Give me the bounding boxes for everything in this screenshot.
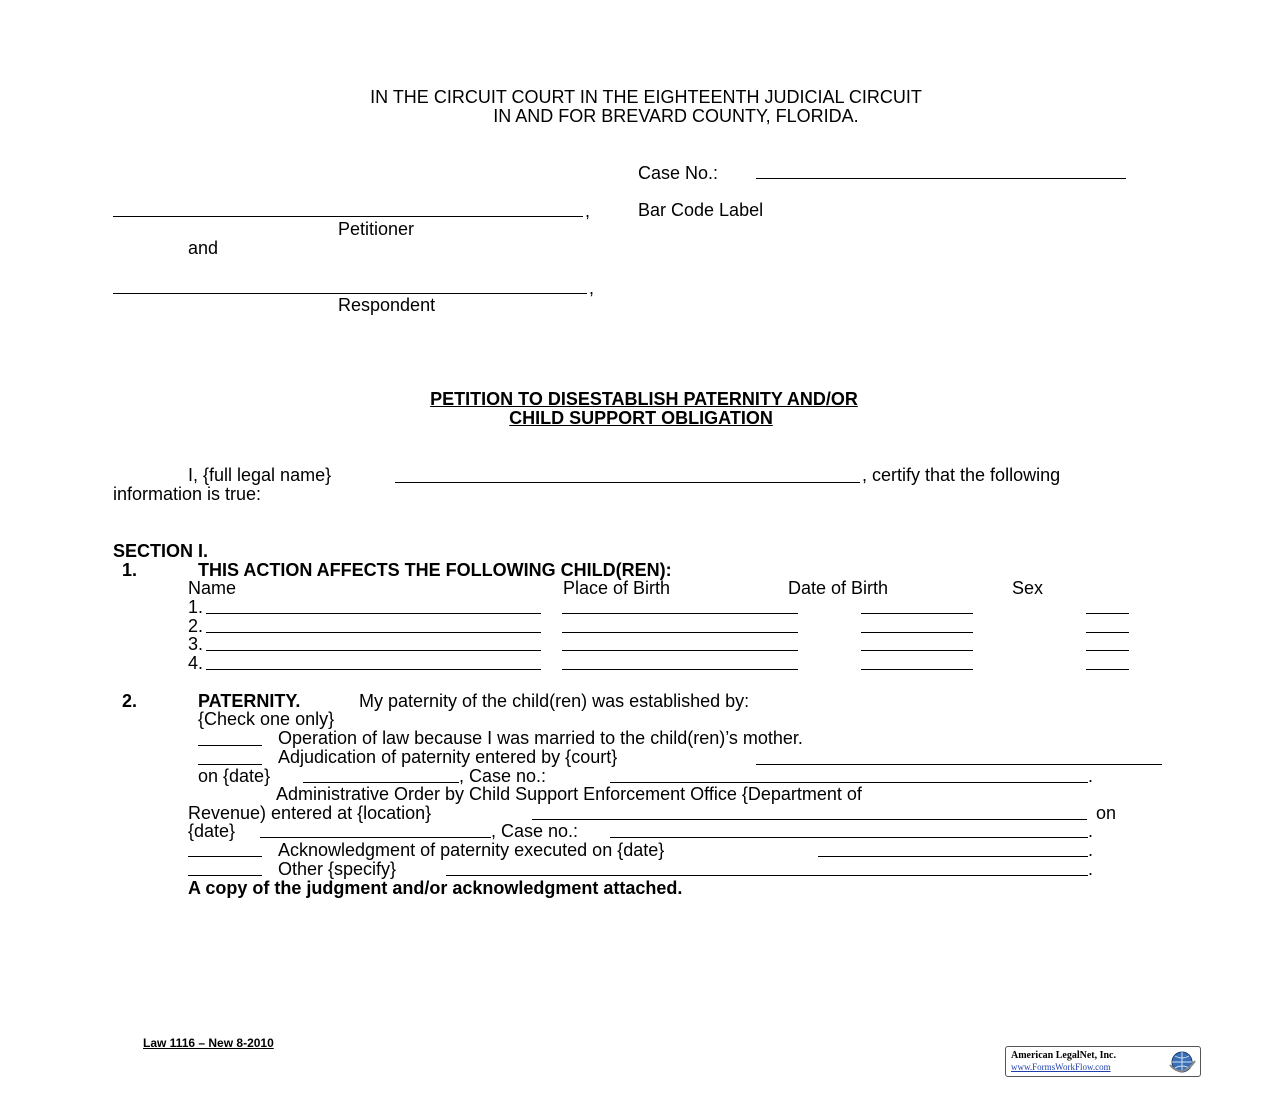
child-4-place-line[interactable] (562, 669, 798, 670)
child-2-sex-line[interactable] (1086, 632, 1129, 633)
child-row-2-number: 2. (188, 616, 204, 636)
title-line-1: PETITION TO DISESTABLISH PATERNITY AND/OR (430, 389, 858, 409)
court-line-1: IN THE CIRCUIT COURT IN THE EIGHTEENTH JUDICIAL CIRCUIT (370, 87, 922, 107)
court-line-2: IN AND FOR BREVARD COUNTY, FLORIDA. (493, 106, 859, 126)
item-1-number: 1. (122, 560, 138, 580)
admin-case-no-line[interactable] (610, 837, 1088, 838)
child-row-1-number: 1. (188, 597, 204, 617)
acknowledgment-period: . (1088, 840, 1094, 860)
adjudication-checkbox[interactable] (198, 764, 262, 765)
child-1-place-line[interactable] (562, 613, 798, 614)
adjudication-court-line[interactable] (756, 764, 1162, 765)
operation-of-law-checkbox[interactable] (198, 745, 262, 746)
child-3-sex-line[interactable] (1086, 650, 1129, 651)
admin-period: . (1088, 821, 1094, 841)
other-specify-line[interactable] (446, 875, 1088, 876)
globe-icon (1168, 1049, 1196, 1075)
acknowledgment-label: Acknowledgment of paternity executed on {date} (278, 840, 665, 860)
adjudication-period: . (1088, 766, 1094, 786)
col-sex-header: Sex (1012, 578, 1044, 598)
child-1-dob-line[interactable] (861, 613, 973, 614)
petitioner-comma: , (585, 201, 591, 221)
child-2-dob-line[interactable] (861, 632, 973, 633)
petitioner-label: Petitioner (338, 219, 415, 239)
bar-code-label: Bar Code Label (638, 200, 764, 220)
admin-order-label-1: Administrative Order by Child Support Enforcement Office {Department of (276, 784, 862, 804)
col-place-header: Place of Birth (563, 578, 671, 598)
full-legal-name-line[interactable] (395, 482, 860, 483)
logo-company-name: American LegalNet, Inc. (1011, 1050, 1116, 1061)
child-3-dob-line[interactable] (861, 650, 973, 651)
section-heading: SECTION I. (113, 541, 209, 561)
child-1-sex-line[interactable] (1086, 613, 1129, 614)
child-row-4-number: 4. (188, 653, 204, 673)
admin-on-label: on (1096, 803, 1117, 823)
case-no-line[interactable] (756, 178, 1126, 179)
intro-suffix: , certify that the following (862, 465, 1061, 485)
copy-attached-note: A copy of the judgment and/or acknowledgment attached. (188, 878, 683, 898)
other-label: Other {specify} (278, 859, 397, 879)
adjudication-case-no-line[interactable] (610, 782, 1088, 783)
child-3-name-line[interactable] (206, 650, 541, 651)
intro-prefix: I, {full legal name} (188, 465, 332, 485)
child-2-place-line[interactable] (562, 632, 798, 633)
child-row-3-number: 3. (188, 634, 204, 654)
acknowledgment-checkbox[interactable] (188, 856, 262, 857)
child-1-name-line[interactable] (206, 613, 541, 614)
child-3-place-line[interactable] (562, 650, 798, 651)
adjudication-label: Adjudication of paternity entered by {court} (278, 747, 618, 767)
admin-date-line[interactable] (260, 837, 491, 838)
check-one-note: {Check one only} (198, 709, 335, 729)
admin-location-line[interactable] (532, 819, 1087, 820)
title-line-2: CHILD SUPPORT OBLIGATION (509, 408, 773, 428)
child-4-name-line[interactable] (206, 669, 541, 670)
logo-url[interactable]: www.FormsWorkFlow.com (1011, 1062, 1111, 1072)
other-period: . (1088, 859, 1094, 879)
operation-of-law-label: Operation of law because I was married to the child(ren)’s mother. (278, 728, 803, 748)
acknowledgment-date-line[interactable] (818, 856, 1088, 857)
adjudication-date-line[interactable] (303, 782, 459, 783)
petitioner-line[interactable] (113, 216, 583, 217)
col-name-header: Name (188, 578, 237, 598)
other-checkbox[interactable] (188, 875, 262, 876)
child-4-dob-line[interactable] (861, 669, 973, 670)
respondent-label: Respondent (338, 295, 436, 315)
col-dob-header: Date of Birth (788, 578, 889, 598)
respondent-comma: , (589, 278, 595, 298)
company-logo (1005, 1046, 1201, 1077)
adjudication-on-date: on {date} (198, 766, 271, 786)
admin-order-label-2: Revenue) entered at {location} (188, 803, 432, 823)
admin-case-no-label: , Case no.: (491, 821, 579, 841)
paternity-heading: PATERNITY. (198, 691, 301, 711)
item-2-number: 2. (122, 691, 138, 711)
form-id: Law 1116 – New 8-2010 (143, 1036, 274, 1050)
child-4-sex-line[interactable] (1086, 669, 1129, 670)
item-1-heading: THIS ACTION AFFECTS THE FOLLOWING CHILD(REN): (198, 560, 672, 580)
intro-line-2: information is true: (113, 484, 262, 504)
adjudication-case-no-label: , Case no.: (459, 766, 547, 786)
respondent-line[interactable] (113, 293, 587, 294)
and-label: and (188, 238, 219, 258)
case-no-label: Case No.: (638, 163, 719, 183)
admin-date-label: {date} (188, 821, 236, 841)
paternity-lead: My paternity of the child(ren) was established by: (359, 691, 750, 711)
child-2-name-line[interactable] (206, 632, 541, 633)
